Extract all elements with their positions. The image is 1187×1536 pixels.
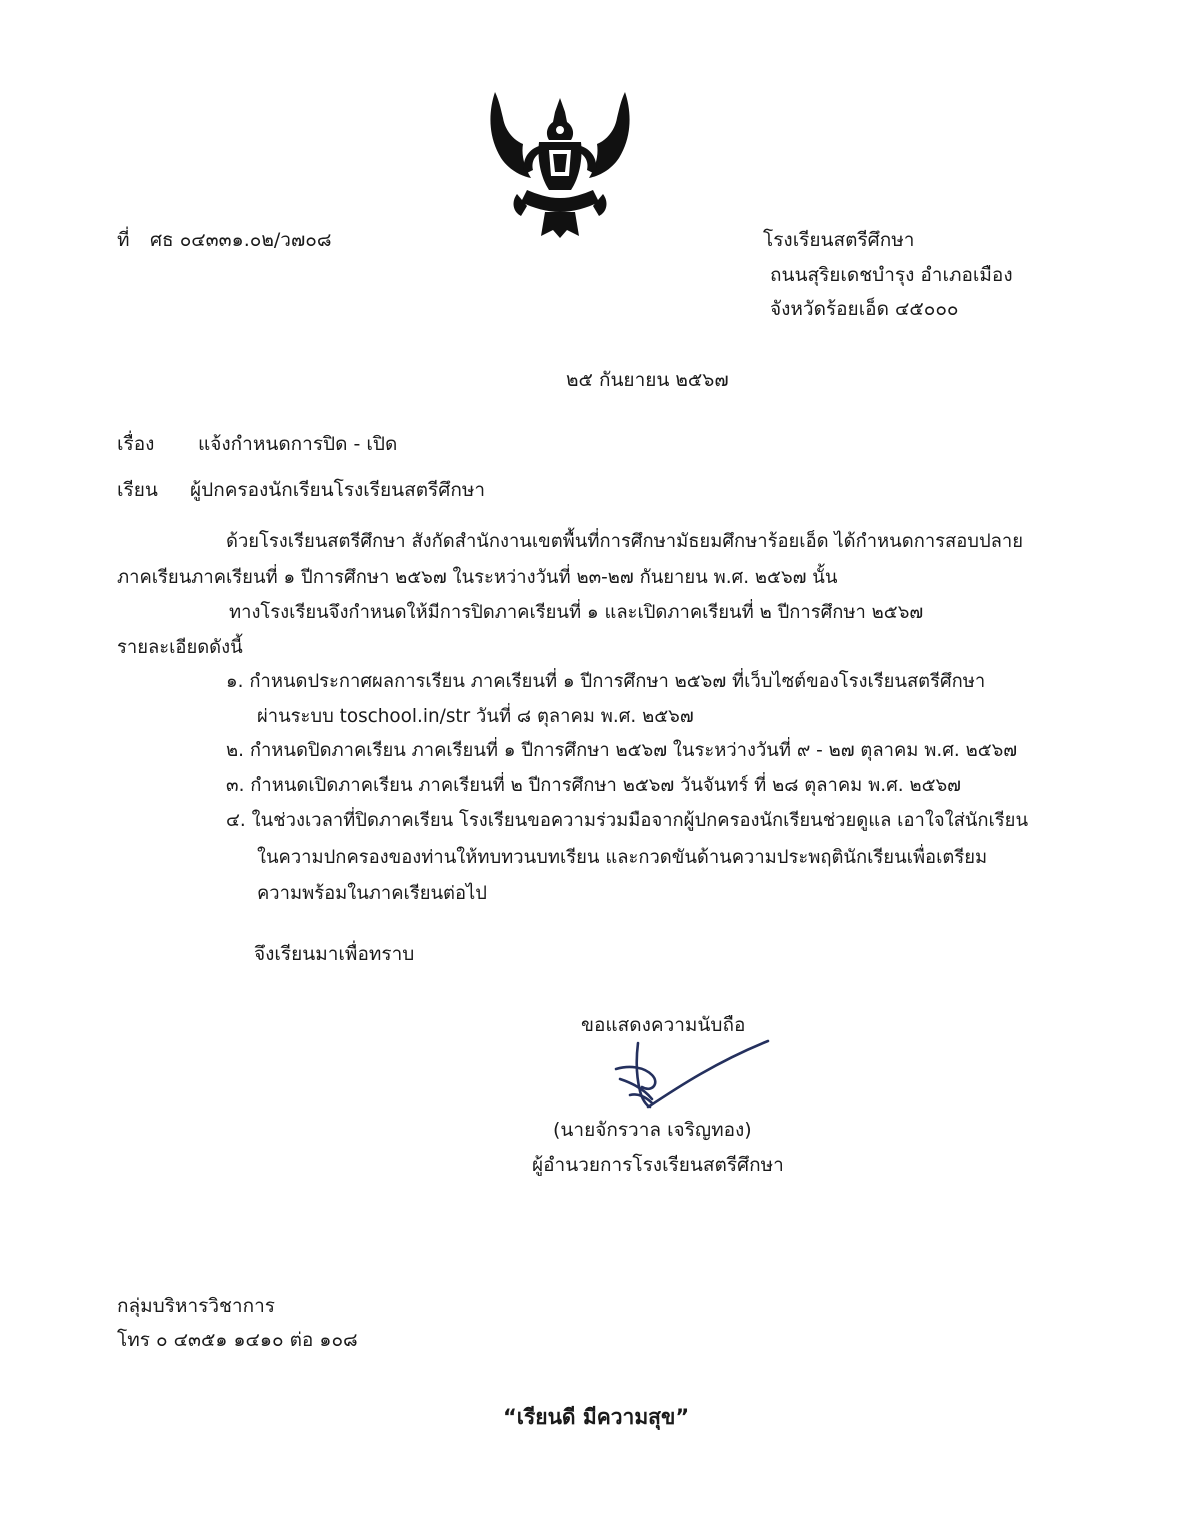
school-name: โรงเรียนสตรีศึกษา	[763, 229, 915, 251]
paragraph-2-line-1: ทางโรงเรียนจึงกำหนดให้มีการปิดภาคเรียนที่ ๑ และเปิดภาคเรียนที่ ๒ ปีการศึกษา ๒๕๖๗	[229, 602, 924, 623]
list-item-2: ๒. กำหนดปิดภาคเรียน ภาคเรียนที่ ๑ ปีการศึกษา ๒๕๖๗ ในระหว่างวันที่ ๙ - ๒๗ ตุลาคม พ.ศ. ๒๕๖๗	[226, 740, 1018, 761]
salutation: ขอแสดงความนับถือ	[581, 1014, 746, 1036]
address-line-1: ถนนสุริยเดชบำรุง อำเภอเมือง	[770, 264, 1013, 286]
letter-date: ๒๕ กันยายน ๒๕๖๗	[566, 369, 729, 391]
reference-number: ศธ ๐๔๓๓๑.๐๒/ว๗๐๘	[150, 229, 332, 251]
list-item-3: ๓. กำหนดเปิดภาคเรียน ภาคเรียนที่ ๒ ปีการศึกษา ๒๕๖๗ วันจันทร์ ที่ ๒๘ ตุลาคม พ.ศ. ๒๕๖๗	[226, 775, 961, 796]
closing-line: จึงเรียนมาเพื่อทราบ	[254, 943, 415, 965]
school-motto: “เรียนดี มีความสุข”	[503, 1405, 690, 1429]
subject-label: เรื่อง	[117, 433, 155, 455]
list-item-1-line-1: ๑. กำหนดประกาศผลการเรียน ภาคเรียนที่ ๑ ปีการศึกษา ๒๕๖๗ ที่เว็บไซต์ของโรงเรียนสตรีศึกษา	[226, 671, 986, 692]
paragraph-2-line-2: รายละเอียดดังนี้	[117, 637, 243, 658]
recipient-text: ผู้ปกครองนักเรียนโรงเรียนสตรีศึกษา	[190, 479, 486, 501]
signature-icon	[608, 1035, 773, 1110]
list-item-4-line-3: ความพร้อมในภาคเรียนต่อไป	[257, 883, 487, 904]
signatory-name: (นายจักรวาล เจริญทอง)	[553, 1119, 752, 1141]
list-item-1-line-2: ผ่านระบบ toschool.in/str วันที่ ๘ ตุลาคม พ.ศ. ๒๕๖๗	[257, 706, 694, 727]
list-item-4-line-1: ๔. ในช่วงเวลาที่ปิดภาคเรียน โรงเรียนขอความร่วมมือจากผู้ปกครองนักเรียนช่วยดูแล เอาใจใส่นักเรียน	[226, 810, 1029, 831]
paragraph-1-line-1: ด้วยโรงเรียนสตรีศึกษา สังกัดสำนักงานเขตพื้นที่การศึกษามัธยมศึกษาร้อยเอ็ด ได้กำหนดการสอบปลาย	[226, 531, 1024, 552]
phone-number: โทร ๐ ๔๓๕๑ ๑๔๑๐ ต่อ ๑๐๘	[117, 1329, 358, 1351]
address-line-2: จังหวัดร้อยเอ็ด ๔๕๐๐๐	[770, 298, 959, 320]
paragraph-1-line-2: ภาคเรียนภาคเรียนที่ ๑ ปีการศึกษา ๒๕๖๗ ในระหว่างวันที่ ๒๓-๒๗ กันยายน พ.ศ. ๒๕๖๗ นั้น	[117, 567, 838, 588]
reference-label: ที่	[117, 229, 130, 251]
recipient-label: เรียน	[117, 479, 158, 501]
department-name: กลุ่มบริหารวิชาการ	[117, 1295, 275, 1317]
garuda-emblem-icon	[487, 90, 633, 238]
signatory-position: ผู้อำนวยการโรงเรียนสตรีศึกษา	[532, 1154, 784, 1176]
list-item-4-line-2: ในความปกครองของท่านให้ทบทวนบทเรียน และกวดขันด้านความประพฤตินักเรียนเพื่อเตรียม	[257, 847, 988, 868]
subject-text: แจ้งกำหนดการปิด - เปิด	[198, 433, 398, 455]
